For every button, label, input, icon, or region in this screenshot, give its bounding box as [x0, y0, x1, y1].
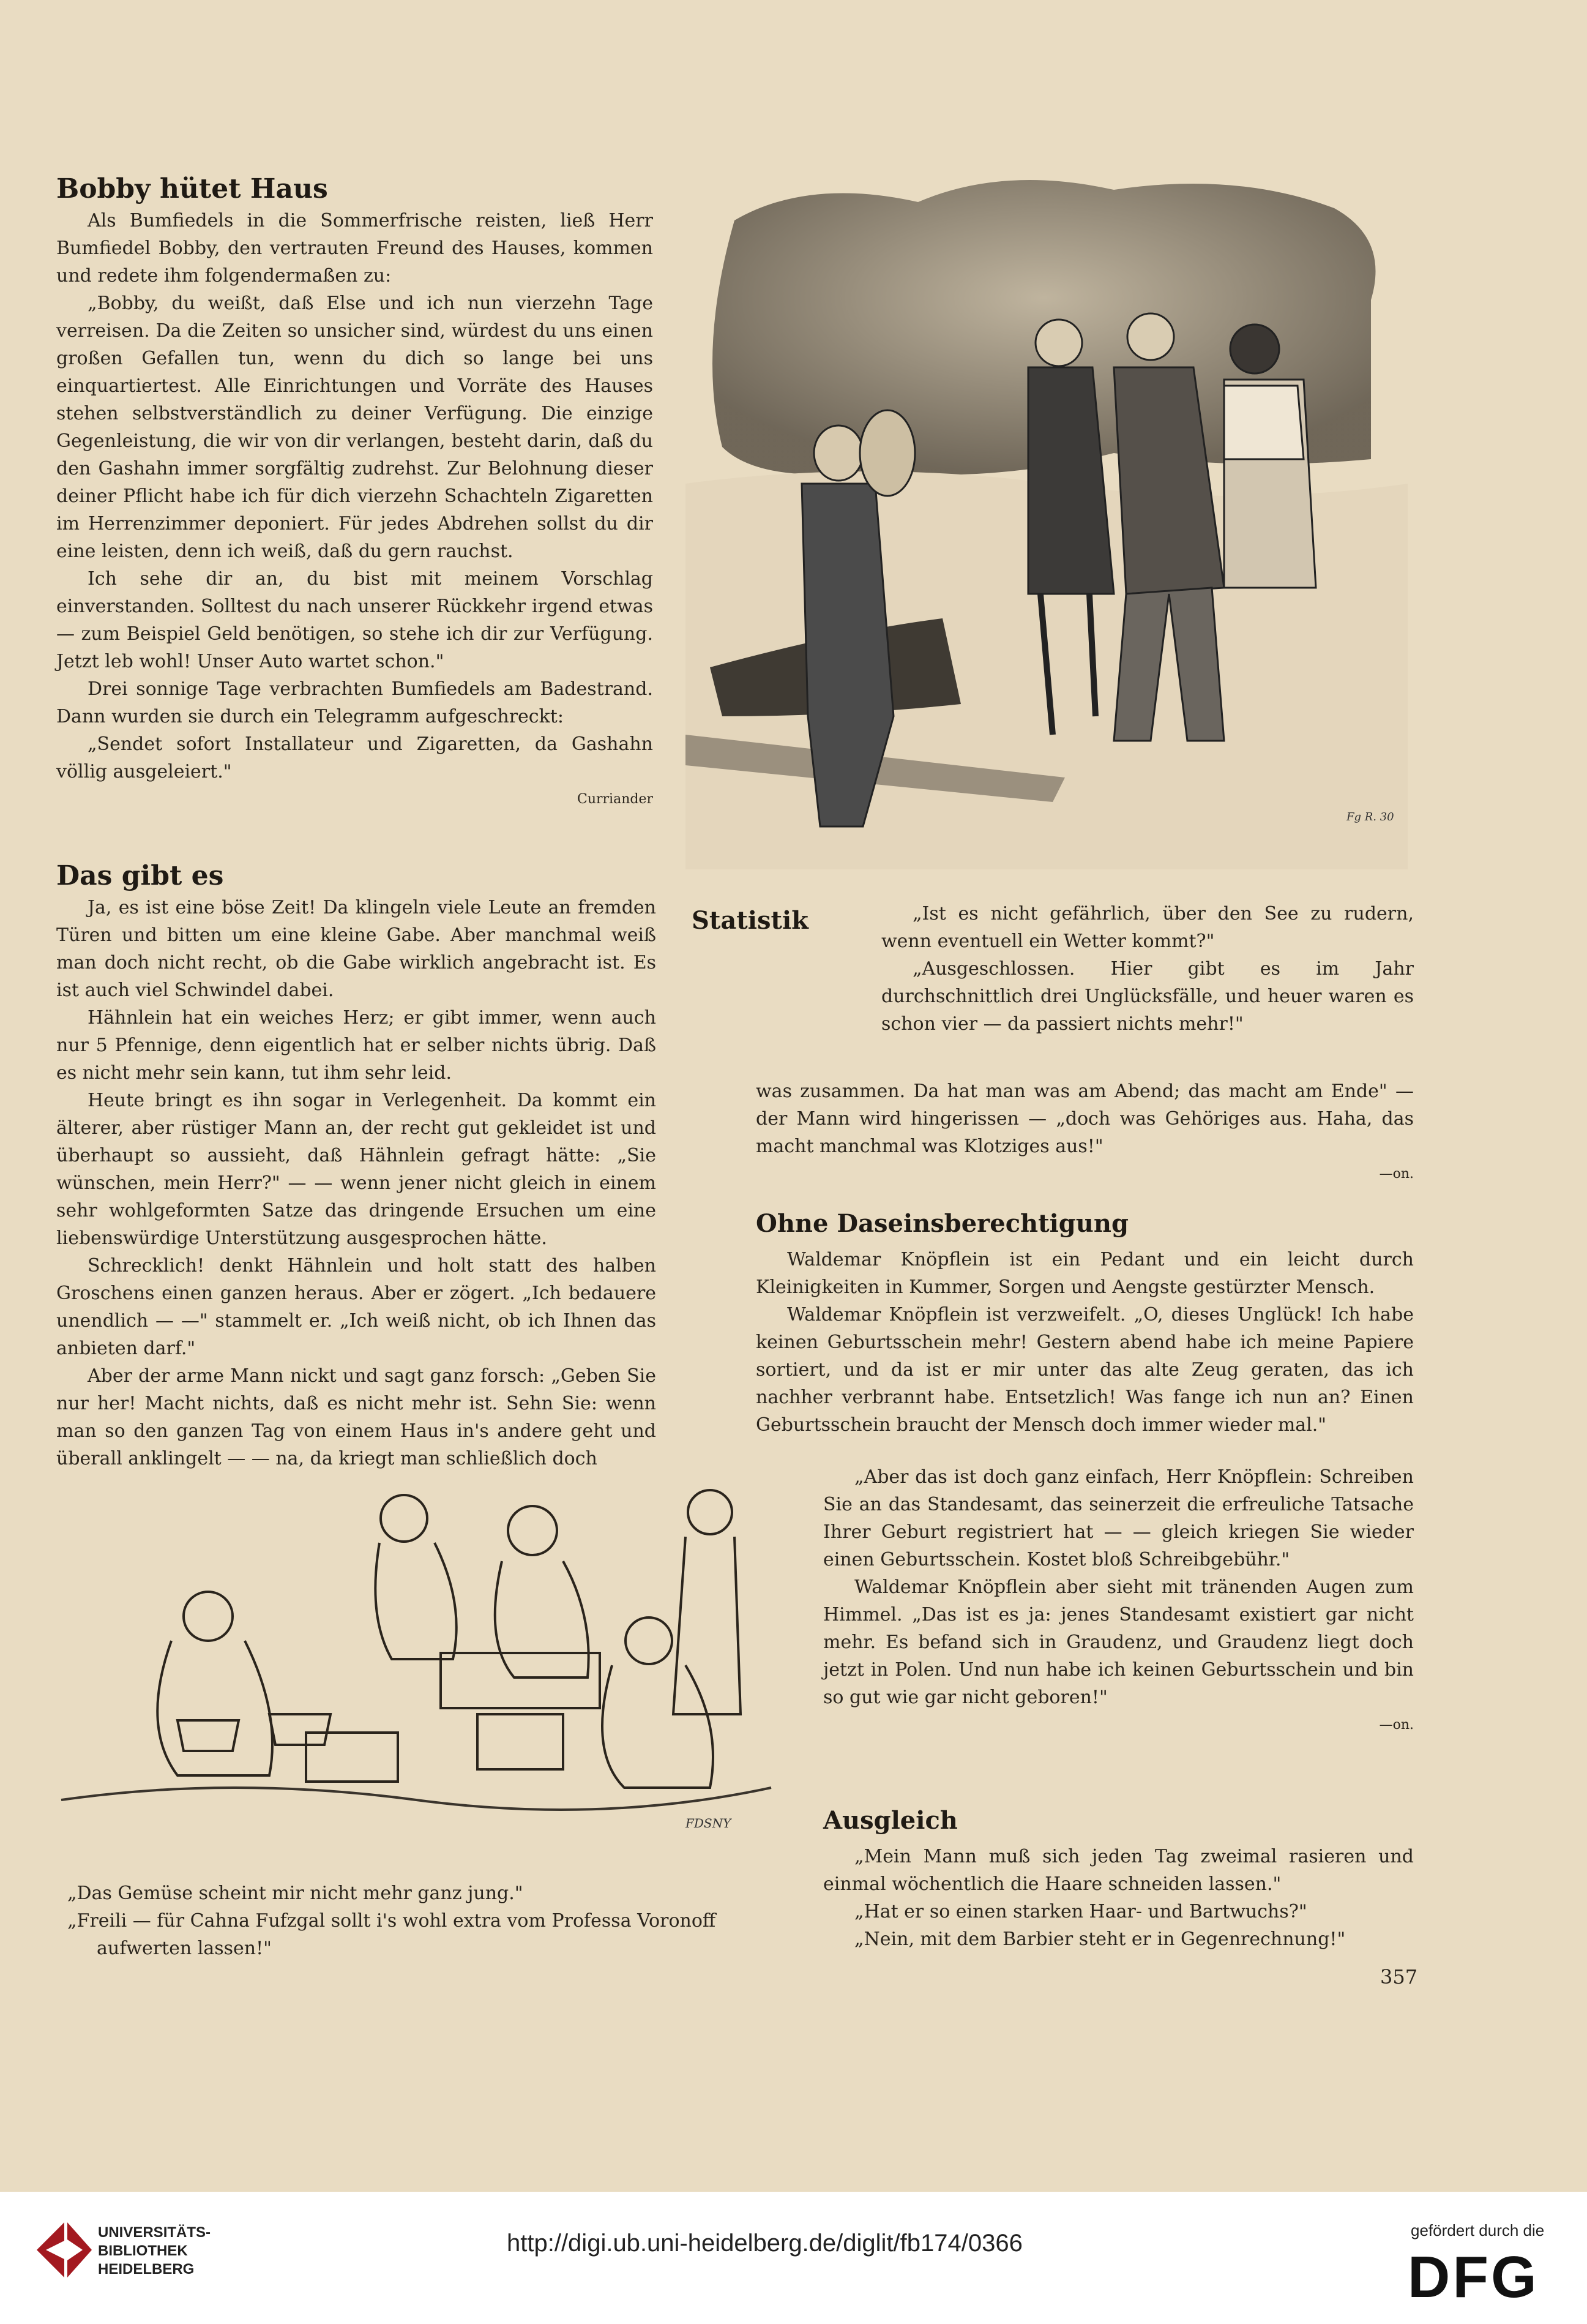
dasgibtes-paragraph: Hähnlein hat ein weiches Herz; er gibt immer, wenn auch nur 5 Pfennige, denn eigentlich hat er selber nichts übrig. Daß es nicht mehr sein kann, tut ihm sehr leid.: [56, 1007, 656, 1084]
heading-statistik: Statistik: [692, 906, 808, 935]
library-name-line: BIBLIOTHEK: [98, 2243, 188, 2259]
article-ausgleich: [823, 1843, 1414, 1953]
library-name-line: UNIVERSITÄTS-: [98, 2224, 211, 2241]
page-number: 357: [1380, 1965, 1418, 1989]
dasgibtes-paragraph: Aber der arme Mann nickt und sagt ganz forsch: „Geben Sie nur her! Macht nichts, daß es nicht mehr ist. Sehn Sie: wenn man so den ganzen Tag von einem Haus in's andere geht und überall anklingelt — — na, da kriegt man schließlich doch: [56, 1365, 656, 1469]
illustration-signature: FDSNY: [685, 1816, 731, 1831]
article-ohne: [756, 1246, 1414, 1439]
ohne-paragraph: Waldemar Knöpflein ist ein Pedant und ein leicht durch Kleinigkeiten in Kummer, Sorgen und Aengste gestürzter Mensch.: [756, 1249, 1414, 1298]
bobby-paragraph: „Bobby, du weißt, daß Else und ich nun vierzehn Tage verreisen. Da die Zeiten so unsicher sind, würdest du uns einen großen Gefallen tun, wenn du dich so lange bei uns einquartiertest. Alle Einrichtungen und Vorräte des Hauses stehen selbstverständlich zu deiner Verfügung. Die einzige Gegenleistung, die wir von dir verlangen, besteht darin, daß du den Gashahn immer sorgfältig zudrehst. Zur Belohnung dieser deiner Pflicht habe ich für dich vierzehn Schachteln Zigaretten im Herrenzimmer deponiert. Für jedes Abdrehen sollst du dir eine leisten, denn ich weiß, daß du gern rauchst.: [56, 293, 653, 562]
bobby-paragraph: Drei sonnige Tage verbrachten Bumfiedels am Badestrand. Dann wurden sie durch ein Telegramm aufgeschreckt:: [56, 678, 653, 727]
library-name-line: HEIDELBERG: [98, 2261, 195, 2277]
library-logo-icon: [37, 2222, 92, 2277]
bobby-paragraph: Als Bumfiedels in die Sommerfrische reisten, ließ Herr Bumfiedel Bobby, den vertrauten Freund des Hauses, kommen und redete ihm folgendermaßen zu:: [56, 210, 653, 287]
ohne-paragraph: „Aber das ist doch ganz einfach, Herr Knöpflein: Schreiben Sie an das Standesamt, das seinerzeit die erfreuliche Tatsache Ihrer Geburt registriert hat — — gleich kriegen Sie wieder einen Geburtsschein. Kostet bloß Schreibgebühr.": [823, 1466, 1414, 1570]
article-dasgibtes: [56, 894, 656, 1472]
statistik-paragraph: „Ausgeschlossen. Hier gibt es im Jahr durchschnittlich drei Unglücksfälle, und heuer waren es schon vier — da passiert nichts mehr!": [881, 958, 1414, 1035]
heading-dasgibtes: Das gibt es: [56, 860, 224, 891]
article-statistik: [881, 900, 1414, 1038]
illustration-beach-scene: [685, 165, 1408, 869]
bobby-paragraph: „Sendet sofort Installateur und Zigaretten, da Gashahn völlig ausgeleiert.": [56, 733, 653, 782]
library-name: [98, 2224, 211, 2279]
heading-bobby: Bobby hütet Haus: [56, 173, 328, 204]
funding-label: gefördert durch die: [1411, 2221, 1545, 2240]
ohne-paragraph: Waldemar Knöpflein ist verzweifelt. „O, dieses Unglück! Ich habe keinen Geburtsschein mehr! Gestern abend habe ich meine Papiere sortiert, und da ist er mir unter das alte Zeug geraten, das ich nachher verbrannt habe. Entsetzlich! Was fange ich nun an? Einen Geburtsschein braucht der Mensch doch immer wieder mal.": [756, 1304, 1414, 1436]
bobby-paragraph: Ich sehe dir an, du bist mit meinem Vorschlag einverstanden. Solltest du nach unserer Rückkehr irgend etwas — zum Beispiel Geld benötigen, so stehe ich dir zur Verfügung. Jetzt leb wohl! Unser Auto wartet schon.": [56, 568, 653, 672]
illustration-signature: Fg R. 30: [1346, 811, 1394, 823]
dasgibtes-paragraph: Heute bringt es ihn sogar in Verlegenheit. Da kommt ein älterer, aber rüstiger Mann an, der recht gut gekleidet ist und überhaupt so aussieht, daß Hähnlein gefragt hätte: „Sie wünschen, mein Herr?" — — wenn jener nicht gleich in einem sehr wohlgeformten Satze das dringende Ersuchen um eine liebenswürdige Unterstützung ausgesprochen hätte.: [56, 1090, 656, 1249]
ausgleich-paragraph: „Hat er so einen starken Haar- und Bartwuchs?": [854, 1901, 1307, 1922]
statistik-paragraph: „Ist es nicht gefährlich, über den See zu rudern, wenn eventuell ein Wetter kommt?": [881, 903, 1414, 952]
dasgibtes-paragraph: Schrecklich! denkt Hähnlein und holt statt des halben Groschens einen ganzen heraus. Aber er zögert. „Ich bedauere unendlich — —" stammelt er. „Ich weiß nicht, ob ich Ihnen das anbieten darf.": [56, 1255, 656, 1359]
footer: [0, 2192, 1587, 2324]
source-url-link[interactable]: http://digi.ub.uni-heidelberg.de/diglit/fb174/0366: [507, 2230, 1023, 2257]
dasgibtes-signature: —on.: [1379, 1166, 1414, 1182]
caption-line: „Freili — für Cahna Fufzgal sollt i's wohl extra vom Professa Voronoff aufwerten lassen!": [67, 1910, 716, 1959]
illustration-market-women: [49, 1457, 783, 1849]
ohne-paragraph: Waldemar Knöpflein aber sieht mit tränenden Augen zum Himmel. „Das ist es ja: jenes Standesamt existiert gar nicht mehr. Es befand sich in Graudenz, und Graudenz liegt doch jetzt in Polen. Und nun habe ich keinen Geburtsschein und bin so gut wie gar nicht geboren!": [823, 1576, 1414, 1708]
heading-ohne: Ohne Daseinsberechtigung: [756, 1209, 1129, 1238]
article-dasgibtes-continued: [756, 1078, 1414, 1188]
heading-ausgleich: Ausgleich: [823, 1806, 958, 1835]
bobby-signature: Curriander: [577, 792, 653, 807]
ausgleich-paragraph: „Nein, mit dem Barbier steht er in Gegenrechnung!": [854, 1929, 1346, 1950]
article-bobby: [56, 207, 653, 813]
illustration-caption: [67, 1880, 802, 1962]
dasgibtes-paragraph: was zusammen. Da hat man was am Abend; das macht am Ende" — der Mann wird hingerissen — „doch was Gehöriges aus. Haha, das macht manchmal was Klotziges aus!": [756, 1081, 1414, 1157]
ausgleich-paragraph: „Mein Mann muß sich jeden Tag zweimal rasieren und einmal wöchentlich die Haare schneiden lassen.": [823, 1846, 1414, 1895]
caption-line: „Das Gemüse scheint mir nicht mehr ganz jung.": [67, 1883, 523, 1904]
ohne-signature: —on.: [1379, 1717, 1414, 1733]
market-figures: [157, 1490, 741, 1788]
article-ohne-continued: [823, 1463, 1414, 1739]
dasgibtes-paragraph: Ja, es ist eine böse Zeit! Da klingeln viele Leute an fremden Türen und bitten um eine kleine Gabe. Aber manchmal weiß man doch nicht recht, ob die Gabe wirklich angebracht ist. Es ist auch viel Schwindel dabei.: [56, 897, 656, 1001]
dfg-logo: DFG: [1408, 2244, 1539, 2310]
